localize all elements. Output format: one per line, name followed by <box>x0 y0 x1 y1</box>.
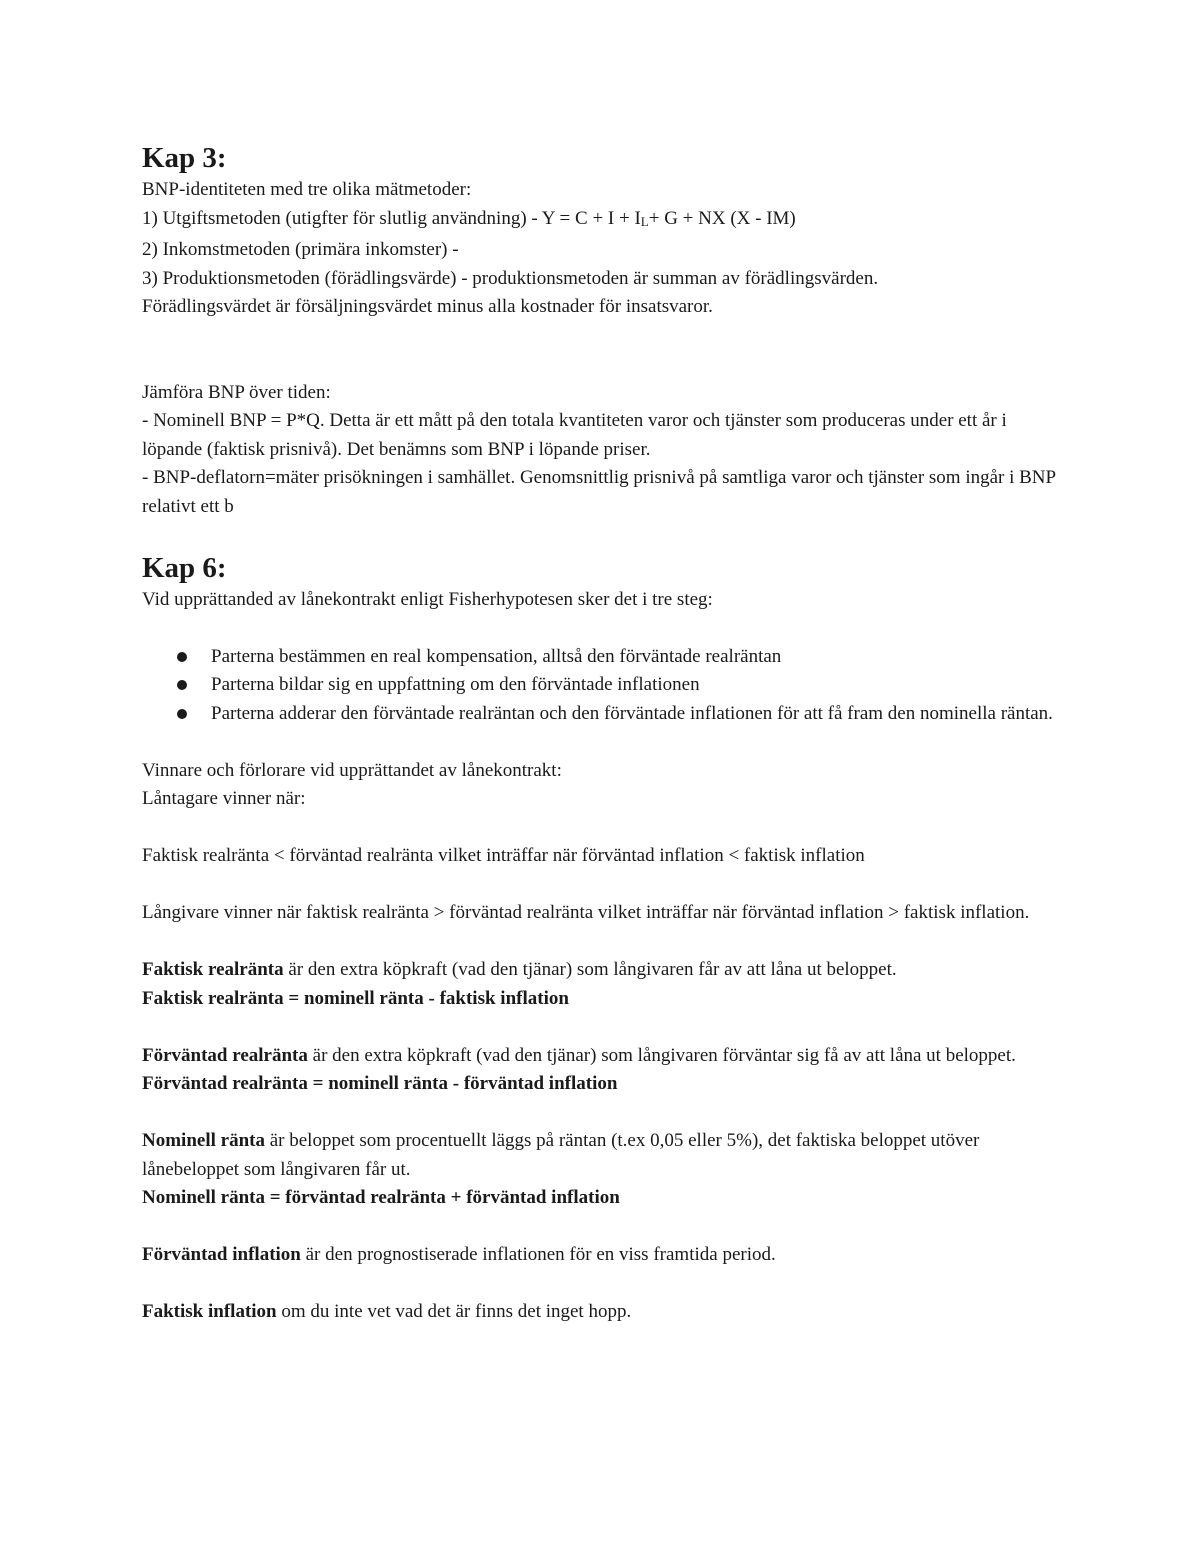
definition-text: är den prognostiserade inflationen för en viss framtida period. <box>300 1244 776 1265</box>
definition-term: Faktisk realränta <box>142 959 284 980</box>
formula-nominell-ranta <box>142 1184 1062 1213</box>
bullet-icon <box>177 680 187 690</box>
bnp-deflator: - BNP-deflatorn=mäter prisökningen i samhället. Genomsnittlig prisnivå på samtliga varor och tjänster som ingår i BNP relativt ett b <box>142 467 1056 517</box>
bullet-icon <box>177 652 187 662</box>
definition-text: om du inte vet vad det är finns det inget hopp. <box>276 1301 632 1322</box>
definition-term: Nominell ränta <box>142 1130 265 1151</box>
compare-title: Jämföra BNP över tiden: <box>142 381 331 403</box>
formula-text: Faktisk realränta = nominell ränta - faktisk inflation <box>142 987 569 1009</box>
nominell-bnp: - Nominell BNP = P*Q. Detta är ett mått på den totala kvantiteten varor och tjänster som produceras under ett år i löpande (faktisk prisnivå). Det benämns som BNP i löpande priser. <box>142 410 1007 460</box>
definition-faktisk-inflation <box>142 1298 1062 1327</box>
kap6-heading: Kap 6: <box>142 551 227 584</box>
method-3-continued: Förädlingsvärdet är försäljningsvärdet minus alla kostnader för insatsvaror. <box>142 296 713 317</box>
bullet-icon <box>177 709 187 719</box>
kap3-heading: Kap 3: <box>142 142 227 174</box>
method-3: 3) Produktionsmetoden (förädlingsvärde) - produktionsmetoden är summan av förädlingsvärden. <box>142 267 879 289</box>
formula-text: Förväntad realränta = nominell ränta - förväntad inflation <box>142 1073 618 1094</box>
definition-text: är den extra köpkraft (vad den tjänar) som långivaren förväntar sig få av att låna ut beloppet. <box>307 1044 1016 1066</box>
definition-forvantad-realranta <box>142 1042 1062 1071</box>
method-1 <box>142 205 1062 237</box>
kap3-intro: BNP-identiteten med tre olika mätmetoder: <box>142 179 472 200</box>
list-item-text: Parterna bildar sig en uppfattning om den förväntade inflationen <box>211 674 700 695</box>
formula-forvantad-realranta <box>142 1070 1062 1099</box>
list-item <box>142 700 1062 729</box>
document-page <box>142 140 1062 1327</box>
formula-faktisk-realranta <box>142 985 1062 1014</box>
list-item <box>142 643 1062 672</box>
list-item-text: Parterna bestämmen en real kompensation, alltså den förväntade realräntan <box>211 645 782 667</box>
list-item <box>142 671 1062 700</box>
borrower-title: Låntagare vinner när: <box>142 788 306 809</box>
definition-term: Förväntad inflation <box>142 1244 301 1265</box>
kap6-intro: Vid upprättanded av lånekontrakt enligt Fisherhypotesen sker det i tre steg: <box>142 588 713 610</box>
definition-forvantad-inflation <box>142 1241 1062 1270</box>
borrower-rule: Faktisk realränta < förväntad realränta vilket inträffar när förväntad inflation < faktisk inflation <box>142 845 865 866</box>
formula-text: Nominell ränta = förväntad realränta + förväntad inflation <box>142 1187 620 1208</box>
definition-term: Förväntad realränta <box>142 1044 308 1066</box>
definition-nominell-ranta <box>142 1127 1062 1184</box>
lender-rule: Långivare vinner när faktisk realränta > förväntad realränta vilket inträffar när förväntad inflation > faktisk inflation. <box>142 902 1030 923</box>
definition-faktisk-realranta <box>142 956 1062 985</box>
definition-term: Faktisk inflation <box>142 1301 277 1322</box>
method-1-text-end: + G + NX (X - IM) <box>648 207 796 229</box>
method-1-subscript: L <box>640 213 649 229</box>
definition-text: är beloppet som procentuellt läggs på räntan (t.ex 0,05 eller 5%), det faktiska beloppet utöver lånebeloppet som långivaren får ut. <box>142 1130 980 1180</box>
definition-text: är den extra köpkraft (vad den tjänar) som långivaren får av att låna ut beloppet. <box>283 959 897 980</box>
method-2: 2) Inkomstmetoden (primära inkomster) - <box>142 239 459 260</box>
list-item-text: Parterna adderar den förväntade realräntan och den förväntade inflationen för att få fram den nominella räntan. <box>211 702 1053 724</box>
fisher-steps-list <box>142 643 1062 729</box>
method-1-text: 1) Utgiftsmetoden (utigfter för slutlig användning) - Y = C + I + I <box>142 207 641 229</box>
winners-title: Vinnare och förlorare vid upprättandet av lånekontrakt: <box>142 759 562 781</box>
